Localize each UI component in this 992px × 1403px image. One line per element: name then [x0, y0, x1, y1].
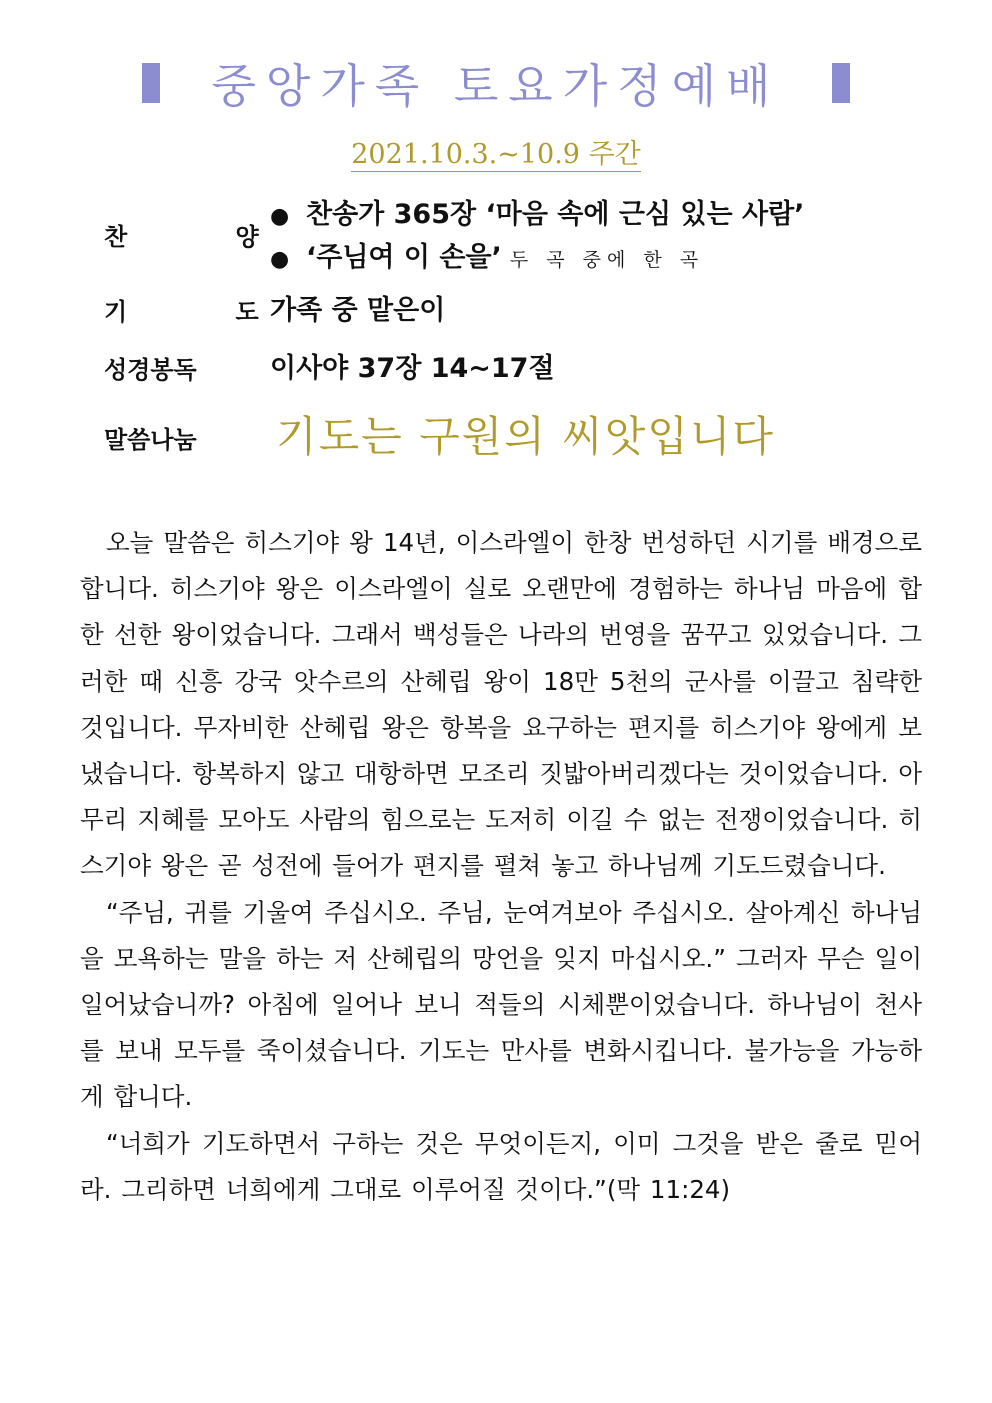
paragraph: “주님, 귀를 기울여 주십시오. 주님, 눈여겨보아 주십시오. 살아계신 하나님을 모욕하는 말을 하는 저 산헤립의 망언을 잊지 마십시오.” 그러자 무슨 일이 일어났습니까? 아침에 일어나 보니 적들의 시체뿐이었습니다. 하나님이 천사를 보내 모두를 죽이셨습니다. 기도는 만사를 변화시킵니다. 불가능을 가능하게 합니다. [80, 897, 922, 1112]
prayer-value: 가족 중 맡은이 [270, 295, 446, 326]
hymn-item-1 [270, 192, 804, 231]
reading-value: 이사야 37장 14~17절 [270, 353, 555, 384]
reading-label: 성경봉독 [104, 356, 197, 384]
hymn-item-2-text: ‘주님여 이 손을’ [306, 242, 502, 273]
sermon-title: 기도는 구원의 씨앗입니다 [276, 412, 775, 461]
paragraph: 오늘 말씀은 히스기야 왕 14년, 이스라엘이 한창 번성하던 시기를 배경으로 합니다. 히스기야 왕은 이스라엘이 실로 오랜만에 경험하는 하나님 마음에 합한 선한 왕이었습니다. 그래서 백성들은 나라의 번영을 꿈꾸고 있었습니다. 그러한 때 신흥 강국 앗수르의 산헤립 왕이 18만 5천의 군사를 이끌고 침략한 것입니다. 무자비한 산헤립 왕은 항복을 요구하는 편지를 히스기야 왕에게 보냈습니다. 항복하지 않고 대항하면 모조리 짓밟아버리겠다는 것이었습니다. 아무리 지혜를 모아도 사람의 힘으로는 도저히 이길 수 없는 전쟁이었습니다. 히스기야 왕은 곧 성전에 들어가 편지를 펼쳐 놓고 하나님께 기도드렸습니다. [80, 528, 922, 881]
hymn-item-2 [270, 235, 804, 274]
title-bar-right [832, 63, 850, 103]
bullet-icon: ● [270, 247, 290, 272]
hymn-item-1-text: 찬송가 365장 ‘마음 속에 근심 있는 사람’ [306, 199, 805, 230]
sermon-label: 말씀나눔 [104, 426, 197, 454]
title-bar-left [142, 63, 160, 103]
bullet-icon: ● [270, 204, 290, 229]
hymn-item-2-note: 두 곡 중에 한 곡 [509, 249, 705, 271]
week-date-text: 2021.10.3.~10.9 주간 [351, 139, 641, 170]
hymn-label: 찬 양 [104, 223, 309, 251]
paragraph: “너희가 기도하면서 구하는 것은 무엇이든지, 이미 그것을 받은 줄로 믿어라. 그리하면 너희에게 그대로 이루어질 것이다.”(막 11:24) [80, 1128, 922, 1204]
prayer-label: 기 도 [104, 298, 309, 326]
week-date [0, 132, 992, 171]
title-row [0, 48, 992, 118]
page-title: 중앙가족 토요가정예배 [211, 59, 781, 113]
sermon-body [80, 520, 922, 1213]
hymn-content [270, 192, 804, 274]
